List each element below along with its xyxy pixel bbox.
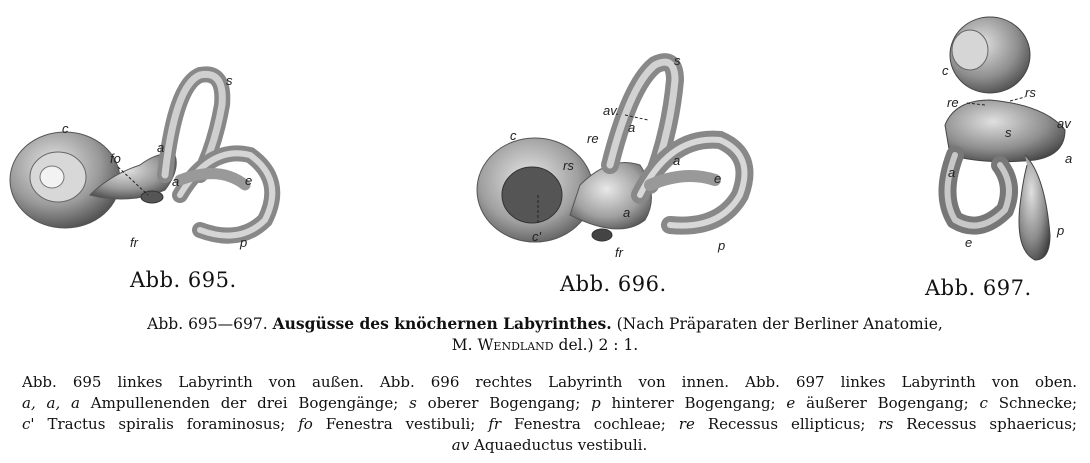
labyrinth-illustration-695 [0,55,300,265]
legend-text: Recessus sphaericus; [906,415,1077,433]
figure-title-696: Abb. 696. [560,272,667,296]
figure-legend [22,372,1077,456]
legend-abbr: s [409,394,417,412]
figure-label: p [240,235,248,250]
figure-label: re [587,131,599,146]
legend-abbr: a, a, a [22,394,80,412]
legend-line-3 [22,414,1077,435]
figure-label: fr [130,235,138,250]
figure-label: p [1057,223,1065,238]
legend-line-2 [22,393,1077,414]
caption-scale: del.) 2 : 1. [558,336,639,354]
figure-label: a [948,165,956,180]
figure-695 [0,55,300,265]
figure-696 [470,45,760,260]
legend-intro: Abb. 695 linkes Labyrinth von außen. Abb. 696 rechtes Labyrinth von innen. Abb. 697 linkes Labyrinth von oben. [22,373,1077,391]
legend-abbr: av [451,436,470,454]
figure-label: e [965,235,973,250]
figure-label: e [245,173,253,188]
legend-text: hinterer Bogengang; [611,394,776,412]
figure-label: av [1057,116,1071,131]
figure-label: re [947,95,959,110]
figure-label: c [942,63,949,78]
figure-title-695: Abb. 695. [130,268,237,292]
figure-label: rs [563,158,574,173]
legend-line-4 [22,435,1077,456]
caption-author-initial: M. [451,336,473,354]
legend-text: Recessus ellipticus; [707,415,866,433]
figure-label: a [172,174,180,189]
figure-caption [0,313,1090,356]
legend-abbr: p [591,394,601,412]
caption-author-name: Wendland [477,336,554,354]
legend-abbr: c [979,394,988,412]
legend-text: Fenestra cochleae; [514,415,666,433]
legend-text: äußerer Bogengang; [806,394,969,412]
figure-label: a [1065,151,1073,166]
legend-text: oberer Bogengang; [427,394,581,412]
figure-label: a [623,205,631,220]
legend-abbr: fo [298,415,313,433]
legend-abbr: rs [878,415,894,433]
figure-label: a [673,153,681,168]
figure-label: c' [532,229,541,244]
figure-label: s [226,73,233,88]
figure-697 [915,5,1090,270]
legend-text: Tractus spiralis foraminosus; [47,415,286,433]
figure-label: c [62,121,69,136]
legend-text: Ampullenenden der drei Bogengänge; [90,394,399,412]
figure-label: p [718,238,726,253]
figure-label: s [1005,125,1012,140]
figure-label: fr [615,245,623,260]
legend-abbr: fr [488,415,502,433]
legend-text: Schnecke; [998,394,1078,412]
legend-abbr: re [678,415,695,433]
caption-rest: (Nach Präparaten der Berliner Anatomie, [616,315,943,333]
legend-abbr: c' [22,415,35,433]
figure-label: s [674,53,681,68]
legend-abbr: e [786,394,796,412]
figure-label: av. [603,103,620,118]
figure-label: a [628,120,636,135]
figure-label: e [714,171,722,186]
legend-text: Fenestra vestibuli; [325,415,476,433]
figure-label: rs [1025,85,1036,100]
labyrinth-illustration-697 [915,5,1090,270]
legend-text: Aquaeductus vestibuli. [473,436,648,454]
labyrinth-illustration-696 [470,45,760,260]
caption-prefix: Abb. 695—697. [147,315,268,333]
figure-label: fo [110,151,121,166]
figure-title-697: Abb. 697. [925,276,1032,300]
figure-label: a [157,140,165,155]
figure-label: c [510,128,517,143]
caption-bold-title: Ausgüsse des knöchernen Labyrinthes. [272,314,612,333]
